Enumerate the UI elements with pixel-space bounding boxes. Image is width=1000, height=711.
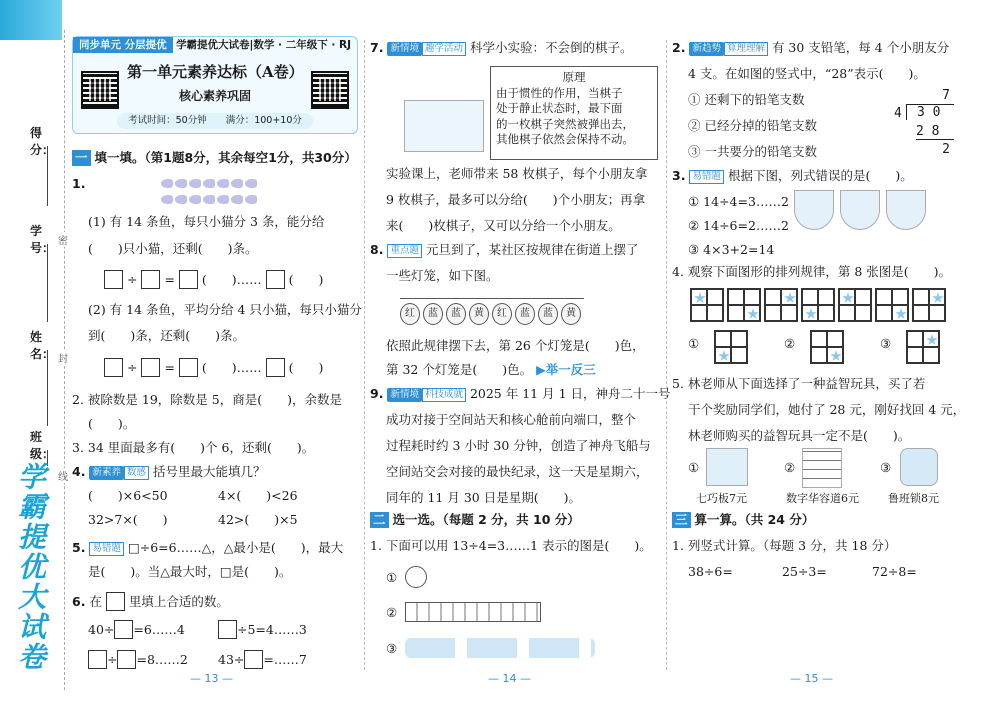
related-practice-link[interactable]: ▶举一反三 (536, 362, 596, 377)
lantern: 黄 (469, 303, 489, 325)
star-icon (694, 292, 706, 304)
q1-2-equation: ÷ = ( )…… ( ) (104, 358, 323, 377)
q3-option[interactable]: ② 14÷6=2……2 (688, 218, 789, 233)
pattern-grid (875, 288, 909, 322)
qr-code-icon (81, 71, 119, 109)
q8-heading: 8. 重点题 元旦到了，某社区按规律在街道上摆了 (370, 242, 639, 257)
option-grids (704, 330, 964, 366)
calc-expression[interactable]: 25÷3= (782, 564, 827, 579)
answer-box[interactable] (104, 270, 123, 289)
q7-text: 实验课上，老师带来 58 枚棋子，每个小朋友拿 (386, 166, 648, 181)
question-tag: 趣学活动 (422, 42, 466, 56)
calc-expression[interactable]: 38÷6= (688, 564, 733, 579)
pattern-grid (727, 288, 761, 322)
dots-figure-icon (405, 566, 427, 588)
s1-option-2[interactable]: ② (386, 602, 541, 622)
pattern-sequence (690, 288, 960, 324)
q7-heading: 7. 新情境 趣学活动 科学小实验：不会倒的棋子。 (370, 40, 633, 55)
column-divider (364, 40, 365, 670)
question-tag: 新情境 (387, 42, 422, 56)
q5-text: 林老师购买的益智玩具一定不是( )。 (688, 428, 911, 443)
corner-decoration (0, 0, 62, 40)
answer-box[interactable] (179, 270, 198, 289)
qr-code-icon (311, 71, 349, 109)
lantern: 蓝 (423, 303, 443, 325)
brand-logo-text: 学霸提优大试卷 (14, 462, 47, 672)
pattern-grid (810, 330, 844, 364)
star-icon (805, 308, 817, 320)
q2-text: 2. 被除数是 19，除数是 5，商是( )，余数是 (72, 392, 342, 407)
pattern-grid (906, 330, 940, 364)
answer-box[interactable] (104, 358, 123, 377)
answer-box[interactable] (117, 650, 136, 669)
q1-1-text: ( )只小猫，还剩( )条。 (88, 241, 258, 256)
fish-illustration (160, 176, 258, 207)
q1 (72, 176, 85, 192)
star-icon (784, 292, 796, 304)
pattern-grid (801, 288, 835, 322)
q7-text: 9 枚棋子，最多可以分给( )个小朋友；再拿 (386, 192, 646, 207)
q3-heading: 3. 易错题 根据下图，列式错误的是( )。 (672, 168, 913, 183)
ld-quotient: 7 (942, 88, 950, 103)
lantern: 蓝 (446, 303, 466, 325)
section-title: 选一选。（每题 2 分，共 10 分） (392, 512, 580, 527)
page-14 (370, 36, 671, 676)
section-3-heading (672, 512, 814, 528)
star-icon (842, 292, 854, 304)
q3-option[interactable]: ③ 4×3+2=14 (688, 242, 775, 257)
q9-text: 过程耗时约 3 小时 30 分钟，创造了神舟飞船与 (386, 438, 651, 453)
seal-char: 封 (58, 350, 68, 365)
toy-label: 鲁班锁8元 (888, 492, 939, 505)
q9-text: 空间站交会对接的最快纪录，这一天是星期六， (386, 464, 649, 479)
q4-item: ( )×6<50 (88, 488, 168, 503)
q4-option-2[interactable]: ② (784, 336, 796, 351)
question-tag: 新素养 (89, 466, 124, 480)
q7-text: 来( )枚棋子，又可以分给一个小朋友。 (386, 218, 621, 233)
student-id-line (47, 244, 48, 322)
class-label: 班级： (30, 430, 55, 461)
q8-text: 依照此规律摆下去，第 26 个灯笼是( )色， (386, 338, 645, 353)
pattern-grid (690, 288, 724, 322)
q5-text: 干个奖励同学们，她付了 28 元，刚好找回 4 元， (688, 402, 966, 417)
series-label: 学霸提优大试卷|数学 · 二年级下 · RJ (176, 39, 351, 51)
answer-box[interactable] (266, 358, 285, 377)
lantern-row (400, 298, 584, 325)
principle-box (490, 66, 658, 160)
q2-text: ( )。 (88, 416, 136, 431)
tangram-icon[interactable] (706, 448, 748, 486)
principle-title: 原理 (562, 70, 586, 84)
question-tag: 新情境 (387, 388, 422, 402)
q2-option[interactable]: ② 已经分掉的铅笔支数 (688, 118, 817, 133)
star-icon (747, 308, 759, 320)
cupcakes-figure-icon (405, 638, 595, 658)
exam-title: 第一单元素养达标（A卷） (127, 63, 304, 81)
q9-text: 成功对接于空间站天和核心舱前向端口，整个 (386, 412, 637, 427)
number-puzzle-icon[interactable] (802, 448, 842, 488)
seal-char: 密 (58, 232, 68, 247)
section-number: 二 (370, 512, 389, 528)
section-number: 三 (672, 512, 691, 528)
lantern: 红 (492, 303, 512, 325)
unit-badge: 同步单元 分层提优 (73, 37, 173, 53)
question-tag: 易错题 (689, 170, 724, 184)
q4-option-1[interactable]: ① (688, 336, 700, 351)
toy-option-number: ③ (880, 460, 892, 475)
q4-item: 32>7×( ) (88, 512, 168, 527)
score-label: 得分： (30, 126, 55, 157)
q6-item: ÷5=4……3 (218, 620, 307, 639)
s1-option-3[interactable]: ③ (386, 638, 595, 658)
toy-option-number: ① (688, 460, 700, 475)
principle-line: 由于惯性的作用，当棋子 (496, 85, 623, 100)
q6-item: 40÷ =6……4 (88, 622, 185, 637)
page-13 (72, 36, 362, 676)
q4-item: 42>( )×5 (218, 512, 298, 527)
answer-box[interactable] (141, 270, 160, 289)
q3-text: 3. 34 里面最多有( )个 6，还剩( )。 (72, 440, 315, 455)
question-tag: 算理理解 (724, 42, 768, 56)
pattern-grid (714, 330, 748, 364)
exam-info: 考试时间：50分钟 满分：100+10分 (117, 113, 313, 129)
pattern-grid (838, 288, 872, 322)
exam-header (72, 36, 358, 134)
question-tag: 重点题 (387, 244, 422, 258)
q2-option[interactable]: ① 还剩下的铅笔支数 (688, 92, 805, 107)
chess-stack-illustration (404, 100, 484, 152)
star-icon (926, 334, 938, 346)
q6-heading: 6. 在 里填上合适的数。 (72, 594, 229, 609)
score-line (47, 146, 48, 206)
q6-item: 43÷ =……7 (218, 652, 307, 667)
flower-icon (930, 208, 954, 224)
q2-heading: 2. 新趋势 算理理解 有 30 支铅笔，每 4 个小朋友分 (672, 40, 950, 55)
answer-box (106, 592, 125, 611)
s1-option-1[interactable]: ① (386, 566, 427, 588)
page-number: — 14 — (488, 672, 531, 685)
question-tag: 新趋势 (689, 42, 724, 56)
answer-box[interactable] (266, 270, 285, 289)
q8-text: 一些灯笼，如下图。 (386, 268, 499, 283)
q4-option-3[interactable]: ③ (880, 336, 892, 351)
margin-strip (0, 0, 62, 711)
q9-heading: 9. 新情境 科技成就 2025 年 11 月 1 日，神舟二十一号 (370, 386, 671, 401)
bowl-icon (840, 190, 880, 230)
q1-2-text: 到( )条，还剩( )条。 (88, 328, 246, 343)
section-title: 算一算。（共 24 分） (694, 512, 815, 527)
calc-expression[interactable]: 72÷8= (872, 564, 917, 579)
page-number: — 15 — (790, 672, 833, 685)
q1-1-equation: ÷ = ( )…… ( ) (104, 270, 323, 289)
ld-subtrahend: 2 8 (916, 124, 954, 140)
answer-box[interactable] (141, 358, 160, 377)
student-id-label: 学号： (30, 224, 55, 255)
q5-text: 5. 林老师从下面选择了一种益智玩具，买了若 (672, 376, 926, 391)
answer-box[interactable] (179, 358, 198, 377)
q1-1-text: (1) 有 14 条鱼，每只小猫分 3 条，能分给 (88, 214, 325, 229)
q8-text: 第 32 个灯笼是( )色。 ▶举一反三 (386, 362, 596, 377)
question-tag: 科技成就 (422, 388, 466, 402)
q6-item: ÷ =8……2 (88, 650, 188, 669)
answer-box[interactable] (114, 620, 133, 639)
c1-text: 1. 列竖式计算。（每题 3 分，共 18 分） (672, 538, 897, 553)
lantern: 黄 (561, 303, 581, 325)
principle-line: 其他棋子依然会保持不动。 (496, 132, 634, 147)
star-icon (932, 292, 944, 304)
name-label: 姓名： (30, 330, 55, 361)
section-number: 一 (72, 150, 91, 166)
answer-box[interactable] (88, 650, 107, 669)
star-icon (718, 350, 730, 362)
q2-option[interactable]: ③ 一共要分的铅笔支数 (688, 144, 817, 159)
star-icon (895, 308, 907, 320)
lantern: 蓝 (538, 303, 558, 325)
q5-text: 5. 易错题 □÷6=6……△，△最小是( )，最大 (72, 540, 344, 555)
section-2-heading (370, 512, 580, 528)
toy-label: 七巧板7元 (696, 492, 747, 505)
lantern: 蓝 (515, 303, 535, 325)
bowl-icon (886, 190, 926, 230)
question-tag: 数感 (124, 466, 149, 480)
luban-lock-icon[interactable] (900, 448, 938, 486)
q4-item: 4×( )<26 (218, 488, 298, 503)
bowl-icon (794, 190, 834, 230)
name-line (47, 350, 48, 426)
exam-subtitle: 核心素养巩固 (178, 89, 251, 103)
q5-text: 是( )。当△最大时，□是( )。 (88, 564, 292, 579)
principle-line: 的一枚棋子突然被弹出去， (496, 116, 634, 131)
star-icon (830, 350, 842, 362)
ld-remainder: 2 (942, 142, 950, 157)
ld-dividend: 3 0 (906, 104, 954, 120)
section-title: 填一填。（第1题8分，其余每空1分，共30分） (94, 150, 357, 165)
question-number: 1. (72, 176, 86, 191)
page-number: — 13 — (190, 672, 233, 685)
q9-text: 同年的 11 月 30 日是星期( )。 (386, 490, 581, 505)
section-1-heading (72, 150, 357, 166)
answer-box[interactable] (218, 620, 237, 639)
toy-label: 数字华容道6元 (786, 492, 859, 505)
question-tag: 易错题 (89, 542, 124, 556)
q3-option[interactable]: ① 14÷4=3……2 (688, 194, 789, 209)
q4-text: 4. 观察下面图形的排列规律，第 8 张图是( )。 (672, 264, 952, 279)
pattern-grid (912, 288, 946, 322)
long-division (894, 88, 956, 162)
toy-option-number: ② (784, 460, 796, 475)
pattern-grid (764, 288, 798, 322)
page-15 (672, 36, 966, 676)
principle-line: 处于静止状态时，最下面 (496, 101, 623, 116)
q2-text: 4 支。在如图的竖式中，“28”表示( )。 (688, 66, 926, 81)
q1-2-text: (2) 有 14 条鱼，平均分给 4 只小猫，每只小猫分 (88, 302, 362, 317)
lantern: 红 (400, 303, 420, 325)
s1-text: 1. 下面可以用 13÷4=3……1 表示的图是( )。 (370, 538, 652, 553)
column-divider (666, 40, 667, 670)
answer-box[interactable] (244, 650, 263, 669)
seal-char: 线 (58, 468, 68, 483)
q4-heading: 4. 新素养 数感 括号里最大能填几？ (72, 464, 266, 479)
ld-divisor: 4 (894, 106, 902, 121)
sticks-figure-icon (405, 602, 541, 622)
